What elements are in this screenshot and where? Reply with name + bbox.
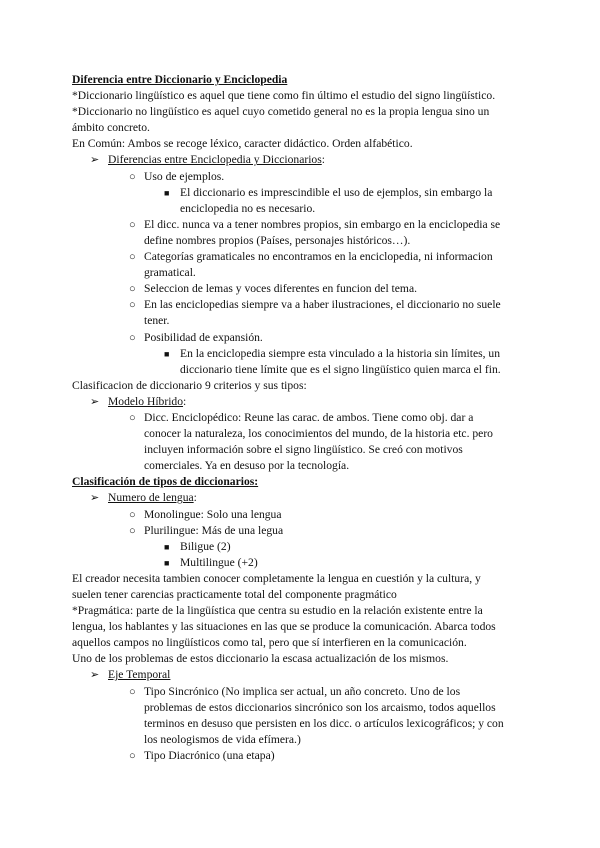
list-subitem-continuation (72, 201, 528, 217)
list-item-text: El diccionario es imprescindible el uso de ejemplos, sin embargo la (180, 185, 493, 199)
list-item-text: Dicc. Enciclopédico: Reune las carac. de ambos. Tiene como obj. dar a (144, 410, 474, 424)
list-item-text: conocer la naturaleza, los conocimientos del mundo, de la historia etc. pero (144, 427, 493, 441)
circle-bullet-icon: ○ (129, 749, 136, 762)
list-item-text: comerciales. Ya en desuso por la tecnología. (144, 459, 350, 473)
section-title: Modelo Híbrido (108, 394, 184, 408)
document-page (72, 72, 528, 764)
list-item-text: Tipo Diacrónico (una etapa) (144, 748, 275, 762)
list-item (72, 748, 528, 764)
circle-bullet-icon: ○ (129, 524, 136, 537)
paragraph: *Diccionario lingüístico es aquel que tiene como fin último el estudio del signo lingüístico. (72, 89, 496, 103)
circle-bullet-icon: ○ (129, 283, 136, 296)
list-item (72, 281, 528, 297)
section-title: Eje Temporal (108, 668, 171, 682)
square-bullet-icon: ■ (164, 348, 170, 359)
paragraph: lengua, los hablantes y las situaciones en las que se produce la comunicación. Abarca todos (72, 620, 496, 634)
list-item-text: tener. (144, 314, 170, 328)
list-item-text: terminos en desuso que persisten en los dicc. o artículos lexicográficos; y con (144, 716, 504, 730)
list-item-text: Categorías gramaticales no encontramos en la enciclopedia, ni informacion (144, 250, 493, 264)
paragraph: aquellos campos no lingüísticos como tal, pero que sí interfieren en la comunicación. (72, 636, 467, 650)
arrow-bullet-icon: ➢ (90, 492, 100, 505)
square-bullet-icon: ■ (164, 187, 170, 198)
section-title-tail: : (321, 153, 325, 167)
square-bullet-icon: ■ (164, 557, 170, 568)
heading-clasificacion: Clasificación de tipos de diccionarios: (72, 475, 259, 489)
section-heading (72, 490, 528, 506)
list-item (72, 297, 528, 313)
paragraph: Uno de los problemas de estos diccionario la escasa actualización de los mismos. (72, 652, 449, 666)
circle-bullet-icon: ○ (129, 331, 136, 344)
list-item-continuation (72, 233, 528, 249)
list-item-text: Multilingue (+2) (180, 555, 258, 569)
list-item-text: gramatical. (144, 266, 196, 280)
circle-bullet-icon: ○ (129, 170, 136, 183)
list-item (72, 169, 528, 185)
list-item-continuation (72, 700, 528, 716)
arrow-bullet-icon: ➢ (90, 154, 100, 167)
circle-bullet-icon: ○ (129, 508, 136, 521)
section-heading (72, 152, 528, 168)
section-title: Diferencias entre Enciclopedia y Diccionarios (108, 153, 322, 167)
paragraph: *Diccionario no lingüístico es aquel cuyo cometido general no es la propia lengua sino un (72, 105, 490, 119)
paragraph: Clasificacion de diccionario 9 criterios y sus tipos: (72, 378, 307, 392)
list-item-text: Seleccion de lemas y voces diferentes en funcion del tema. (144, 282, 417, 296)
list-item (72, 684, 528, 700)
circle-bullet-icon: ○ (129, 299, 136, 312)
list-item-continuation (72, 458, 528, 474)
circle-bullet-icon: ○ (129, 411, 136, 424)
list-item-text: incluyen información sobre el signo lingüístico. Se creó con motivos (144, 443, 463, 457)
circle-bullet-icon: ○ (129, 218, 136, 231)
list-item (72, 523, 528, 539)
list-item-text: los neologismos de vida efímera.) (144, 732, 301, 746)
paragraph: suelen tener carencias practicamente total del componente pragmático (72, 588, 397, 601)
paragraph: *Pragmática: parte de la lingüística que centra su estudio en la relación existente entre la (72, 604, 483, 618)
list-item-text: Plurilingue: Más de una legua (144, 523, 284, 537)
circle-bullet-icon: ○ (129, 685, 136, 698)
heading-diferencia: Diferencia entre Diccionario y Enciclopedia (72, 73, 288, 86)
section-heading (72, 667, 528, 683)
list-item-text: define nombres propios (Países, personajes históricos…). (144, 233, 411, 247)
list-item-text: El dicc. nunca va a tener nombres propios, sin embargo en la enciclopedia se (144, 217, 501, 231)
section-heading (72, 394, 528, 410)
paragraph: ámbito concreto. (72, 121, 150, 135)
list-item-text: diccionario tiene límite que es el signo lingüístico quien marca el fin. (180, 362, 501, 376)
list-item-text: enciclopedia no es necesario. (180, 201, 316, 215)
list-item (72, 217, 528, 233)
list-item (72, 330, 528, 346)
list-item-continuation (72, 716, 528, 732)
list-item-text: En la enciclopedia siempre esta vinculado a la historia sin límites, un (180, 346, 501, 360)
list-item (72, 410, 528, 426)
list-item-continuation (72, 732, 528, 748)
list-subitem (72, 555, 528, 571)
square-bullet-icon: ■ (164, 541, 170, 552)
list-subitem (72, 346, 528, 362)
list-item-continuation (72, 442, 528, 458)
paragraph: El creador necesita tambien conocer completamente la lengua en cuestión y la cultura, y (72, 571, 481, 585)
list-item-text: Tipo Sincrónico (No implica ser actual, un año concreto. Uno de los (144, 684, 461, 698)
list-item-text: Posibilidad de expansión. (144, 330, 263, 344)
list-item-text: problemas de estos diccionarios sincrónico son los arcaismo, todos aquellos (144, 700, 496, 714)
list-subitem-continuation (72, 362, 528, 378)
list-item-continuation (72, 265, 528, 281)
section-title-tail: : (193, 491, 197, 505)
paragraph: En Común: Ambos se recoge léxico, caracter didáctico. Orden alfabético. (72, 137, 413, 151)
arrow-bullet-icon: ➢ (90, 395, 100, 408)
list-item (72, 507, 528, 523)
list-item-text: Biligue (2) (180, 539, 231, 553)
list-item-text: Uso de ejemplos. (144, 169, 225, 183)
circle-bullet-icon: ○ (129, 251, 136, 264)
list-item-continuation (72, 313, 528, 329)
list-item-text: Monolingue: Solo una lengua (144, 507, 282, 521)
list-item-text: En las enciclopedias siempre va a haber ilustraciones, el diccionario no suele (144, 298, 501, 312)
section-title-tail: : (183, 394, 187, 408)
list-item-continuation (72, 426, 528, 442)
section-title: Numero de lengua (108, 491, 194, 505)
list-subitem (72, 539, 528, 555)
list-item (72, 249, 528, 265)
list-subitem (72, 185, 528, 201)
arrow-bullet-icon: ➢ (90, 669, 100, 682)
